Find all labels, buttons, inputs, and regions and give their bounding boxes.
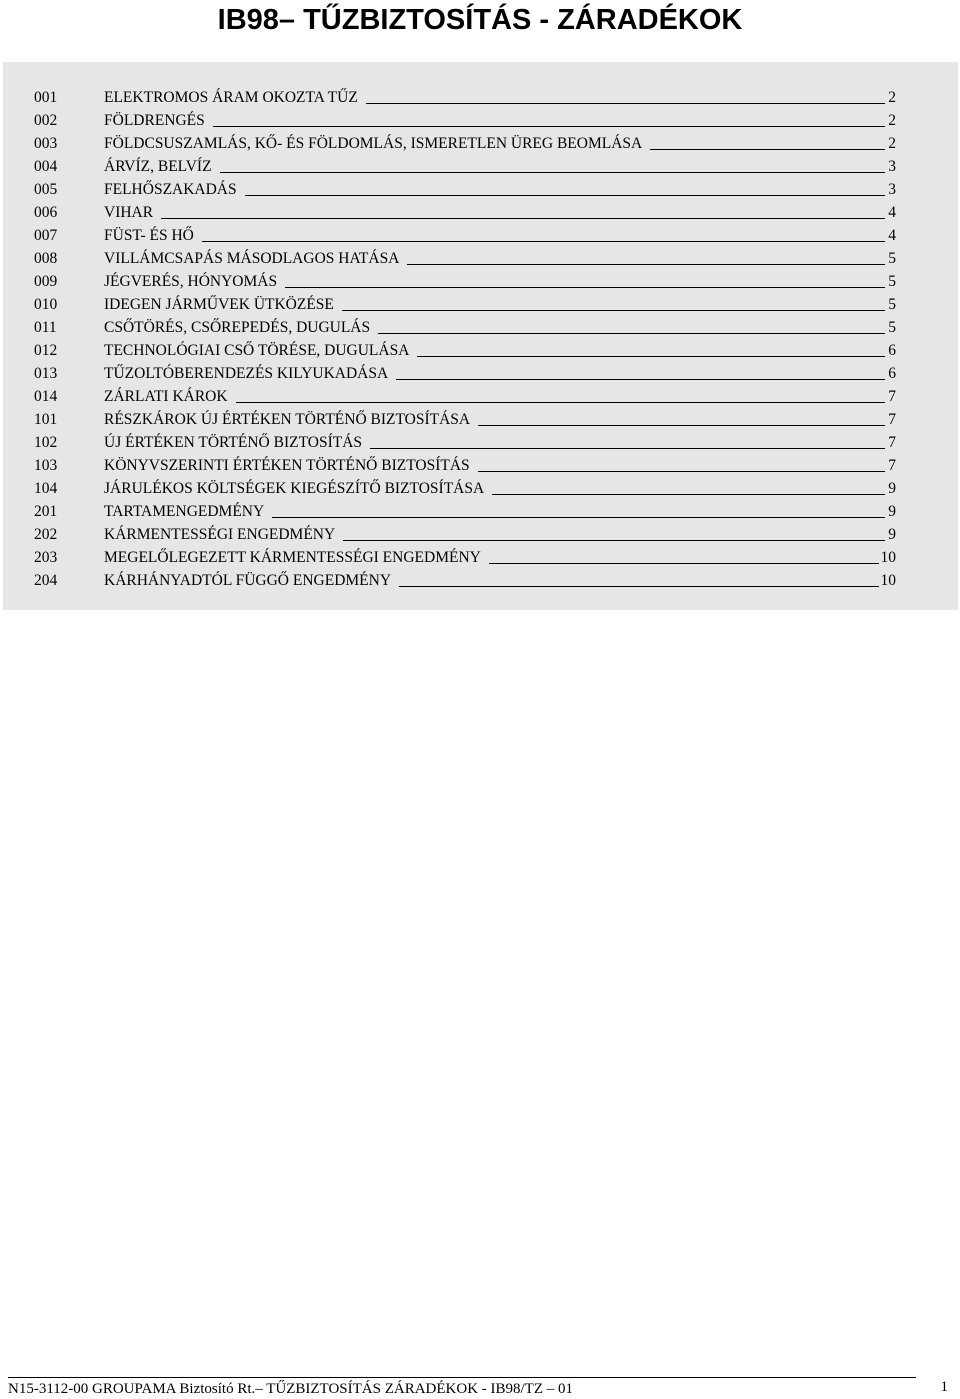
toc-entry-page: 5 — [888, 250, 896, 267]
toc-entry-leader — [161, 218, 885, 219]
toc-entry[interactable] — [34, 384, 896, 407]
toc-entry-leader — [478, 425, 885, 426]
toc-entry-page: 5 — [888, 296, 896, 313]
toc-entry-code: 013 — [34, 365, 58, 382]
toc-entry-page: 2 — [888, 89, 896, 106]
toc-entry-leader — [366, 103, 885, 104]
toc-entry[interactable] — [34, 131, 896, 154]
toc-entry[interactable] — [34, 568, 896, 591]
toc-entry-code: 003 — [34, 135, 58, 152]
toc-entry-label: ÚJ ÉRTÉKEN TÖRTÉNŐ BIZTOSÍTÁS — [104, 434, 363, 451]
toc-entry-code: 007 — [34, 227, 58, 244]
toc-entry[interactable] — [34, 545, 896, 568]
toc-entry-label: FÖLDCSUSZAMLÁS, KŐ- ÉS FÖLDOMLÁS, ISMERETLEN ÜREG BEOMLÁSA — [104, 135, 643, 152]
toc-entry[interactable] — [34, 269, 896, 292]
toc-entry-leader — [478, 471, 885, 472]
toc-entry-page: 3 — [888, 181, 896, 198]
toc-entry-leader — [220, 172, 885, 173]
toc-entry[interactable] — [34, 223, 896, 246]
toc-entry-leader — [417, 356, 885, 357]
toc-entry-leader — [399, 586, 878, 587]
toc-entry-leader — [202, 241, 885, 242]
toc-entry-label: KÁRHÁNYADTÓL FÜGGŐ ENGEDMÉNY — [104, 572, 392, 589]
toc-entry-page: 3 — [888, 158, 896, 175]
toc-entry-code: 103 — [34, 457, 58, 474]
toc-entry-code: 001 — [34, 89, 58, 106]
toc-entry-code: 002 — [34, 112, 58, 129]
toc-entry-code: 009 — [34, 273, 58, 290]
toc-entry[interactable] — [34, 361, 896, 384]
toc-entry-leader — [378, 333, 885, 334]
toc-entry-page: 7 — [888, 388, 896, 405]
toc-entry-page: 10 — [880, 549, 896, 566]
toc-entry-label: FÜST- ÉS HŐ — [104, 227, 194, 244]
toc-entry-page: 9 — [888, 503, 896, 520]
toc-entry-code: 006 — [34, 204, 58, 221]
toc-entry-leader — [245, 195, 885, 196]
toc-entry-page: 2 — [888, 112, 896, 129]
toc-entry[interactable] — [34, 453, 896, 476]
toc-entry-code: 004 — [34, 158, 58, 175]
toc-entry[interactable] — [34, 499, 896, 522]
toc-entry-page: 6 — [888, 342, 896, 359]
toc-entry-label: TŰZOLTÓBERENDEZÉS KILYUKADÁSA — [104, 365, 389, 382]
toc-entry[interactable] — [34, 177, 896, 200]
toc-entry-code: 014 — [34, 388, 58, 405]
toc-entry-page: 7 — [888, 411, 896, 428]
toc-entry-code: 005 — [34, 181, 58, 198]
toc-entry-code: 204 — [34, 572, 58, 589]
toc-entry-code: 012 — [34, 342, 58, 359]
toc-entry-label: VILLÁMCSAPÁS MÁSODLAGOS HATÁSA — [104, 250, 400, 267]
toc-entry-label: IDEGEN JÁRMŰVEK ÜTKÖZÉSE — [104, 296, 334, 313]
toc-entry-page: 4 — [888, 227, 896, 244]
toc-entry[interactable] — [34, 154, 896, 177]
toc-entry-leader — [272, 517, 885, 518]
document-title: IB98– TŰZBIZTOSÍTÁS - ZÁRADÉKOK — [217, 4, 743, 36]
toc-entry[interactable] — [34, 292, 896, 315]
toc-entry-code: 202 — [34, 526, 58, 543]
toc-entry-code: 008 — [34, 250, 58, 267]
toc-entry-leader — [342, 310, 885, 311]
toc-entry-leader — [343, 540, 885, 541]
toc-entry-label: JÁRULÉKOS KÖLTSÉGEK KIEGÉSZÍTŐ BIZTOSÍTÁSA — [104, 480, 485, 497]
toc-entry-code: 203 — [34, 549, 58, 566]
toc-entry-label: JÉGVERÉS, HÓNYOMÁS — [104, 273, 278, 290]
toc-entry-label: CSŐTÖRÉS, CSŐREPEDÉS, DUGULÁS — [104, 319, 371, 336]
footer-text: N15-3112-00 GROUPAMA Biztosító Rt.– TŰZBIZTOSÍTÁS ZÁRADÉKOK - IB98/TZ – 01 — [8, 1381, 574, 1397]
toc-entry-page: 9 — [888, 526, 896, 543]
toc-entry-code: 011 — [34, 319, 57, 336]
toc-entry-code: 102 — [34, 434, 58, 451]
toc-entry[interactable] — [34, 407, 896, 430]
toc-entry-label: KÁRMENTESSÉGI ENGEDMÉNY — [104, 526, 336, 543]
toc-entry-page: 5 — [888, 319, 896, 336]
toc-entry-page: 6 — [888, 365, 896, 382]
toc-entry-label: FÖLDRENGÉS — [104, 112, 205, 129]
toc-entry[interactable] — [34, 522, 896, 545]
toc-entry-leader — [407, 264, 885, 265]
toc-entry-code: 101 — [34, 411, 58, 428]
toc-entry-leader — [285, 287, 885, 288]
toc-entry[interactable] — [34, 476, 896, 499]
toc-entry-page: 4 — [888, 204, 896, 221]
toc-entry-page: 5 — [888, 273, 896, 290]
toc-entry-leader — [370, 448, 885, 449]
footer-page-number: 1 — [940, 1379, 948, 1395]
toc-entry-page: 10 — [880, 572, 896, 589]
toc-entry-leader — [650, 149, 885, 150]
toc-entry[interactable] — [34, 200, 896, 223]
toc-entry-label: TARTAMENGEDMÉNY — [104, 503, 265, 520]
toc-entry-code: 201 — [34, 503, 58, 520]
toc-entry[interactable] — [34, 108, 896, 131]
toc-entry[interactable] — [34, 85, 896, 108]
toc-entry-label: ZÁRLATI KÁROK — [104, 388, 228, 405]
toc-entry-page: 2 — [888, 135, 896, 152]
toc-entry-page: 7 — [888, 457, 896, 474]
toc-entry[interactable] — [34, 430, 896, 453]
toc-entry-leader — [489, 563, 879, 564]
toc-entry[interactable] — [34, 315, 896, 338]
toc-entry-leader — [236, 402, 885, 403]
toc-entry-label: FELHŐSZAKADÁS — [104, 181, 237, 198]
footer-divider — [8, 1377, 916, 1378]
toc-entry-leader — [396, 379, 885, 380]
toc-entry-page: 9 — [888, 480, 896, 497]
toc-entry-code: 104 — [34, 480, 58, 497]
toc-entry-leader — [213, 126, 885, 127]
toc-entry-label: ÁRVÍZ, BELVÍZ — [104, 158, 212, 175]
toc-entry-code: 010 — [34, 296, 58, 313]
table-of-contents — [34, 85, 896, 591]
toc-entry[interactable] — [34, 246, 896, 269]
toc-entry-label: TECHNOLÓGIAI CSŐ TÖRÉSE, DUGULÁSA — [104, 342, 410, 359]
toc-entry-leader — [492, 494, 885, 495]
toc-entry[interactable] — [34, 338, 896, 361]
toc-entry-label: ELEKTROMOS ÁRAM OKOZTA TŰZ — [104, 89, 358, 106]
toc-entry-label: MEGELŐLEGEZETT KÁRMENTESSÉGI ENGEDMÉNY — [104, 549, 481, 566]
toc-entry-label: KÖNYVSZERINTI ÉRTÉKEN TÖRTÉNŐ BIZTOSÍTÁS — [104, 457, 470, 474]
toc-entry-page: 7 — [888, 434, 896, 451]
toc-entry-label: RÉSZKÁROK ÚJ ÉRTÉKEN TÖRTÉNŐ BIZTOSÍTÁSA — [104, 411, 471, 428]
toc-entry-label: VIHAR — [104, 204, 154, 221]
